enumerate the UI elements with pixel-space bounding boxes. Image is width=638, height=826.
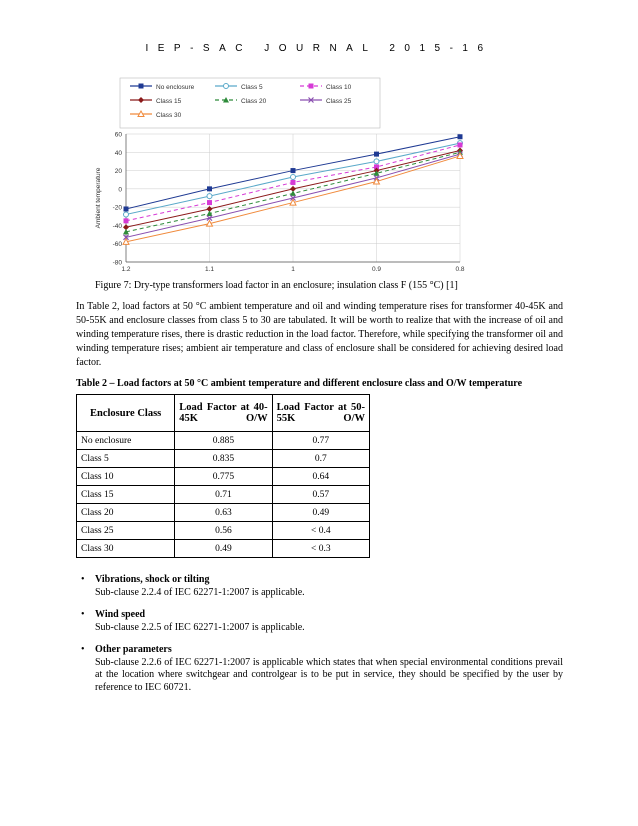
bullet-item	[76, 609, 563, 634]
load-factor-cell: 0.49	[175, 540, 272, 558]
load-factor-cell: 0.71	[175, 486, 272, 504]
y-tick-label: 40	[114, 149, 122, 157]
bullet-title: Wind speed	[95, 609, 146, 620]
data-point	[207, 200, 212, 205]
data-point	[207, 194, 212, 199]
table-row	[77, 540, 370, 558]
data-point	[291, 180, 296, 185]
bullet-description: Sub-clause 2.2.4 of IEC 62271-1:2007 is applicable.	[95, 586, 305, 598]
legend-label: Class 25	[326, 98, 352, 105]
table-header-cell: Load Factor at 40-45K O/W	[175, 395, 272, 432]
table-row	[77, 432, 370, 450]
data-point	[458, 142, 463, 147]
y-tick-label: -20	[112, 204, 122, 212]
load-factor-cell: 0.885	[175, 432, 272, 450]
y-axis-label: Ambient temperature	[95, 167, 102, 229]
load-factor-cell: 0.7	[272, 450, 369, 468]
table-row	[77, 468, 370, 486]
table-row	[77, 450, 370, 468]
enclosure-class-cell: Class 5	[77, 450, 175, 468]
table-header-row	[77, 395, 370, 432]
load-factor-cell: 0.49	[272, 504, 369, 522]
table-header-cell: Enclosure Class	[77, 395, 175, 432]
load-factor-cell: < 0.4	[272, 522, 369, 540]
legend-label: Class 10	[326, 84, 352, 91]
x-tick-label: 1	[291, 266, 295, 273]
data-point	[124, 218, 129, 223]
load-factor-cell: 0.77	[272, 432, 369, 450]
body-paragraph: In Table 2, load factors at 50 °C ambient temperature and oil and winding temperature rises for transformer 40-45K and 50-55K and enclosure classes from class 5 to 30 are tabulated. It will be worth to realize that with the increase of oil and winding temperature rises, there is drastic reduction in the load factor. Therefore, while specifying the transformer oil and winding temperature rises; ambient air temperature and class of enclosure shall be considered for achieving desired load factor.	[76, 301, 563, 368]
legend-label: No enclosure	[156, 84, 195, 91]
load-factor-table	[76, 394, 370, 558]
bullet-title: Vibrations, shock or tilting	[95, 574, 210, 585]
load-factor-chart	[78, 70, 478, 278]
load-factor-cell: < 0.3	[272, 540, 369, 558]
enclosure-class-cell: Class 30	[77, 540, 175, 558]
bullet-title: Other parameters	[95, 644, 172, 655]
legend-marker	[309, 84, 314, 89]
bullet-dot-icon: •	[81, 609, 85, 620]
bullet-description: Sub-clause 2.2.5 of IEC 62271-1:2007 is applicable.	[95, 621, 305, 633]
legend-label: Class 30	[156, 112, 182, 119]
bullet-dot-icon: •	[81, 574, 85, 585]
legend-marker	[139, 84, 144, 89]
enclosure-class-cell: Class 25	[77, 522, 175, 540]
bullet-item	[76, 574, 563, 599]
table-title: Table 2 – Load factors at 50 °C ambient temperature and different enclosure class and O/W temperature	[76, 378, 523, 389]
journal-header: IEP-SAC JOURNAL 2015-16	[145, 43, 493, 54]
legend-label: Class 15	[156, 98, 182, 105]
load-factor-cell: 0.63	[175, 504, 272, 522]
data-point	[124, 206, 129, 211]
data-point	[374, 159, 379, 164]
y-tick-label: 0	[118, 186, 122, 194]
table-row	[77, 504, 370, 522]
enclosure-class-cell: Class 20	[77, 504, 175, 522]
data-point	[374, 152, 379, 157]
x-tick-label: 1.2	[121, 266, 131, 273]
load-factor-cell: 0.57	[272, 486, 369, 504]
figure-caption: Figure 7: Dry-type transformers load factor in an enclosure; insulation class F (155 °C) [1]	[95, 280, 458, 291]
bullet-description: Sub-clause 2.2.6 of IEC 62271-1:2007 is applicable which states that when special environmental conditions prevail at the location where switchgear and controlgear is to be put in service, they should be specified by the user by reference to IEC 60721.	[95, 656, 563, 693]
y-tick-label: -60	[112, 241, 122, 249]
x-tick-label: 0.8	[455, 266, 465, 273]
load-factor-cell: 0.56	[175, 522, 272, 540]
load-factor-cell: 0.775	[175, 468, 272, 486]
bullet-item	[76, 644, 563, 694]
y-tick-label: -80	[112, 259, 122, 267]
table-row	[77, 486, 370, 504]
data-point	[291, 168, 296, 173]
y-tick-label: -40	[112, 222, 122, 230]
table-row	[77, 522, 370, 540]
y-tick-label: 60	[114, 131, 122, 139]
table-header-cell: Load Factor at 50-55K O/W	[272, 395, 369, 432]
y-tick-label: 20	[114, 168, 122, 176]
data-point	[458, 134, 463, 139]
x-tick-label: 0.9	[371, 266, 382, 273]
load-factor-cell: 0.64	[272, 468, 369, 486]
enclosure-class-cell: No enclosure	[77, 432, 175, 450]
data-point	[207, 186, 212, 191]
enclosure-class-cell: Class 15	[77, 486, 175, 504]
bullet-list	[76, 574, 563, 704]
bullet-dot-icon: •	[81, 644, 85, 655]
legend-label: Class 5	[241, 84, 263, 91]
data-point	[124, 212, 129, 217]
data-point	[291, 174, 296, 179]
load-factor-cell: 0.835	[175, 450, 272, 468]
legend-marker	[224, 84, 229, 89]
enclosure-class-cell: Class 10	[77, 468, 175, 486]
legend-label: Class 20	[241, 98, 267, 105]
x-tick-label: 1.1	[204, 266, 215, 273]
